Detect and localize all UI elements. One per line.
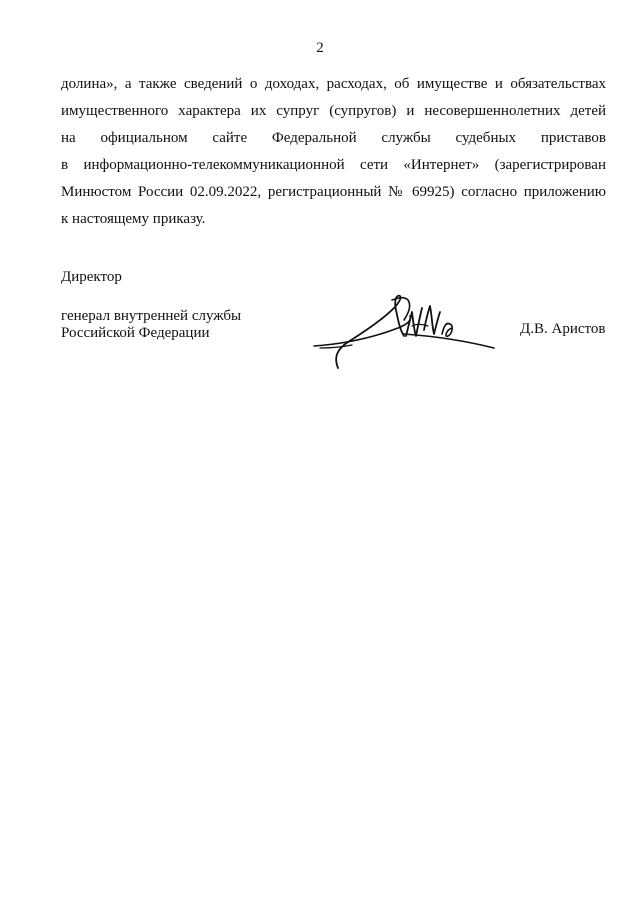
- page-number: 2: [316, 40, 324, 56]
- position-title: Директор: [61, 269, 122, 285]
- rank-line-2: Российской Федерации: [61, 325, 210, 341]
- body-line-3: на официальном сайте Федеральной службы судебных приставов: [61, 130, 606, 146]
- body-line-6: к настоящему приказу.: [61, 211, 206, 227]
- rank-line-1: генерал внутренней службы: [61, 308, 242, 324]
- signatory-name: Д.В. Аристов: [520, 321, 606, 337]
- body-line-2: имущественного характера их супруг (супругов) и несовершеннолетних детей: [61, 103, 606, 119]
- body-line-5: Минюстом России 02.09.2022, регистрационный № 69925) согласно приложению: [61, 184, 606, 200]
- body-line-4: в информационно-телекоммуникационной сети «Интернет» (зарегистрирован: [61, 157, 606, 173]
- body-line-1: долина», а также сведений о доходах, расходах, об имуществе и обязательствах: [61, 76, 606, 92]
- handwritten-signature: [312, 290, 498, 372]
